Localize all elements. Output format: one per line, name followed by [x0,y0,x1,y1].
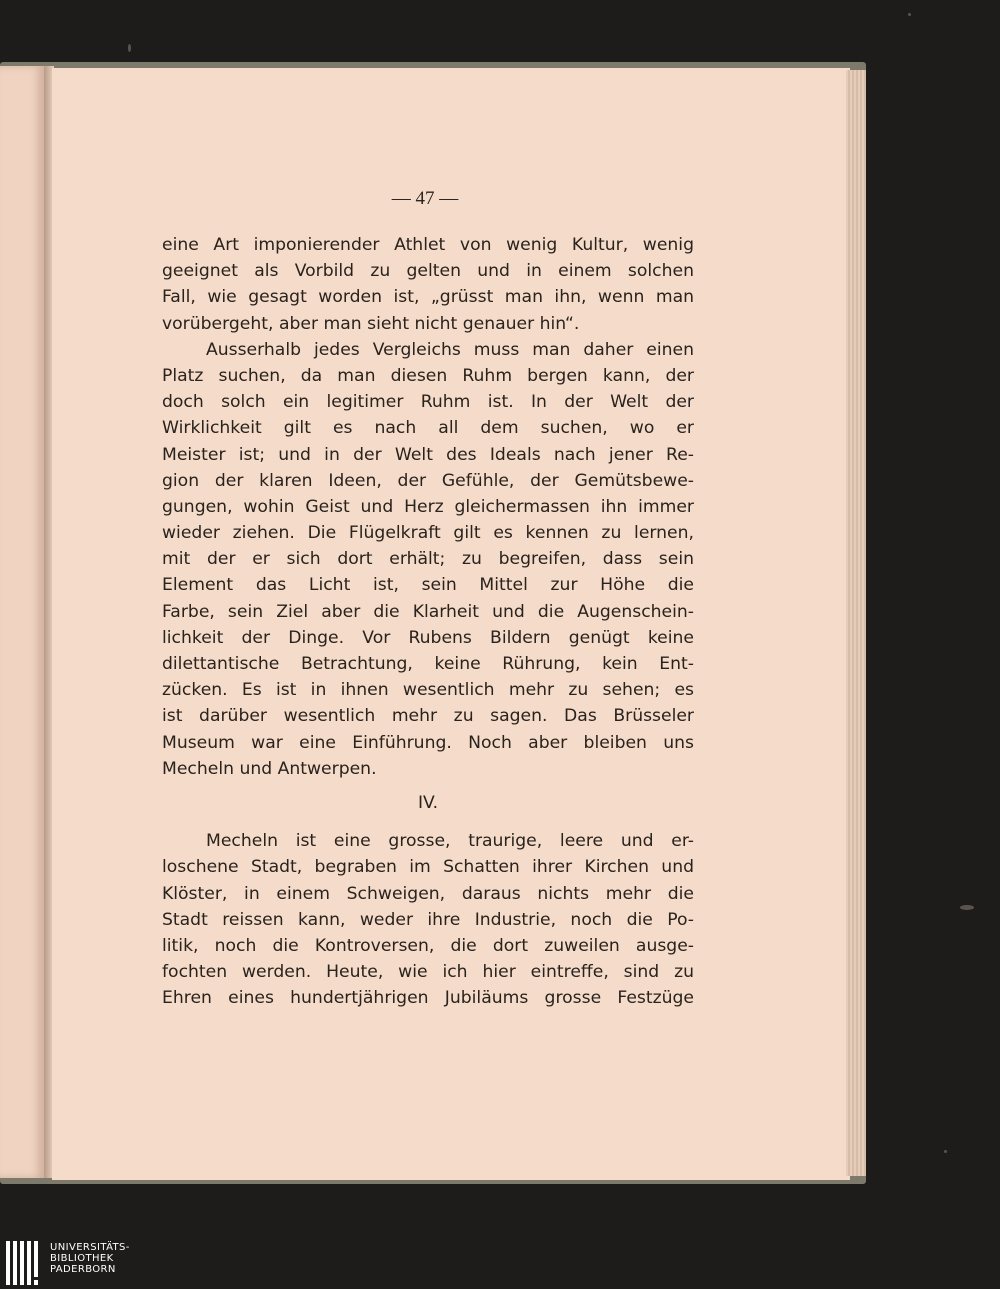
left-page [0,66,46,1178]
text-line: loschene Stadt, begraben im Schatten ihrer Kirchen und [162,857,694,878]
text-line: Ehren eines hundertjährigen Jubiläums grosse Festzüge [162,988,694,1009]
text-line: eine Art imponierender Athlet von wenig Kultur, wenig [162,235,694,255]
dust-speck [908,13,911,16]
page-edges [846,70,866,1176]
dust-speck [128,44,131,52]
text-line: vorübergeht, aber man sieht nicht genauer hin“. [162,313,580,334]
text-line: zücken. Es ist in ihnen wesentlich mehr zu sehen; es [162,680,694,701]
text-line: Element das Licht ist, sein Mittel zur Höhe die [162,575,694,596]
text-line: Museum war eine Einführung. Noch aber bleiben uns [162,732,694,753]
body-text [162,232,694,1011]
logo-line-3: PADERBORN [50,1264,116,1275]
text-line: gungen, wohin Geist und Herz gleichermassen ihn immer [162,496,694,517]
text-line: Wirklichkeit gilt es nach all dem suchen, wo er [162,418,694,439]
text-line: Farbe, sein Ziel aber die Klarheit und die Augenschein- [162,601,694,622]
text-line: Fall, wie gesagt worden ist, „grüsst man ihn, wenn man [162,287,694,308]
text-line: doch solch ein legitimer Ruhm ist. In der Welt der [162,392,694,413]
text-line: gion der klaren Ideen, der Gefühle, der Gemütsbewe- [162,470,694,491]
text-line: Ausserhalb jedes Vergleichs muss man daher einen [206,339,694,360]
section-heading: IV. [417,792,439,813]
text-line: ist darüber wesentlich mehr zu sagen. Das Brüsseler [162,706,694,727]
text-line: fochten werden. Heute, wie ich hier eintreffe, sind zu [162,962,694,983]
text-line: Platz suchen, da man diesen Ruhm bergen kann, der [162,365,694,386]
library-logo-icon [6,1241,44,1285]
text-line: dilettantische Betrachtung, keine Rührung, kein Ent- [162,654,694,674]
text-line: Meister ist; und in der Welt des Ideals nach jener Re- [162,444,694,465]
footer-bar [0,1238,1000,1289]
dust-speck [944,1150,947,1153]
page-number-text: — 47 — [391,188,459,209]
dust-speck [960,905,974,910]
text-line: litik, noch die Kontroversen, die dort zuweilen ausge- [162,935,694,956]
text-line: Klöster, in einem Schweigen, daraus nichts mehr die [162,883,694,904]
text-line: geeignet als Vorbild zu gelten und in einem solchen [162,261,694,282]
logo-line-1: UNIVERSITÄTS- [50,1242,130,1253]
text-line: Mecheln und Antwerpen. [162,758,377,779]
text-line: Stadt reissen kann, weder ihre Industrie, noch die Po- [162,909,694,930]
text-line: wieder ziehen. Die Flügelkraft gilt es kennen zu lernen, [162,523,694,544]
text-line: Mecheln ist eine grosse, traurige, leere und er- [206,831,694,852]
text-line: lichkeit der Dinge. Vor Rubens Bildern genügt keine [162,627,694,648]
logo-line-2: BIBLIOTHEK [50,1253,114,1264]
library-logo-text [50,1242,130,1275]
text-line: mit der er sich dort erhält; zu begreifen, dass sein [162,549,694,570]
